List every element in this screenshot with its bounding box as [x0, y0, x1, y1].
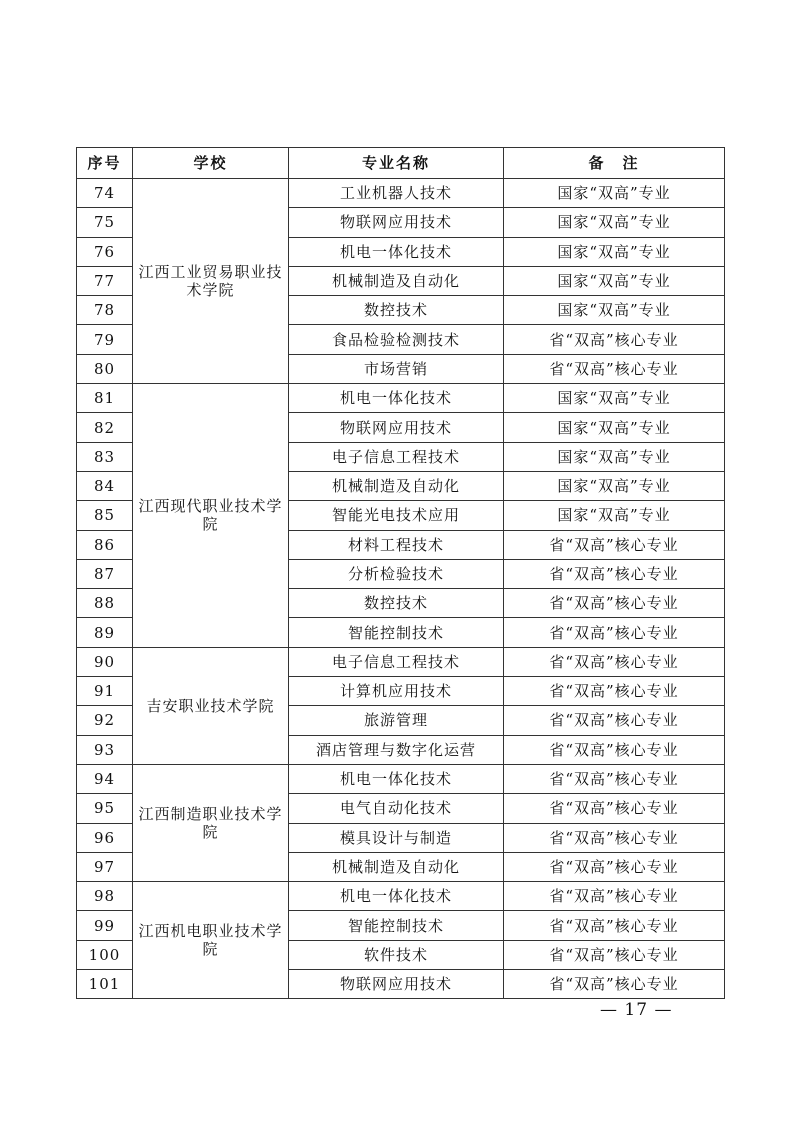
seq-cell: 101 — [77, 970, 133, 999]
note-cell: 国家“双高”专业 — [504, 471, 725, 500]
seq-cell: 96 — [77, 823, 133, 852]
note-cell: 省“双高”核心专业 — [504, 677, 725, 706]
note-cell: 国家“双高”专业 — [504, 237, 725, 266]
seq-cell: 81 — [77, 384, 133, 413]
header-note: 备 注 — [504, 148, 725, 179]
major-cell: 分析检验技术 — [289, 559, 504, 588]
major-cell: 数控技术 — [289, 589, 504, 618]
major-cell: 智能控制技术 — [289, 618, 504, 647]
seq-cell: 100 — [77, 940, 133, 969]
note-cell: 省“双高”核心专业 — [504, 618, 725, 647]
seq-cell: 99 — [77, 911, 133, 940]
major-cell: 机电一体化技术 — [289, 384, 504, 413]
major-cell: 机械制造及自动化 — [289, 852, 504, 881]
note-cell: 省“双高”核心专业 — [504, 735, 725, 764]
seq-cell: 80 — [77, 354, 133, 383]
seq-cell: 74 — [77, 179, 133, 208]
seq-cell: 90 — [77, 647, 133, 676]
seq-cell: 95 — [77, 794, 133, 823]
major-cell: 酒店管理与数字化运营 — [289, 735, 504, 764]
note-cell: 省“双高”核心专业 — [504, 940, 725, 969]
note-cell: 省“双高”核心专业 — [504, 589, 725, 618]
major-cell: 数控技术 — [289, 296, 504, 325]
table-row — [77, 882, 725, 911]
seq-cell: 78 — [77, 296, 133, 325]
seq-cell: 82 — [77, 413, 133, 442]
seq-cell: 88 — [77, 589, 133, 618]
major-cell: 物联网应用技术 — [289, 970, 504, 999]
note-cell: 省“双高”核心专业 — [504, 794, 725, 823]
major-cell: 机械制造及自动化 — [289, 266, 504, 295]
major-cell: 工业机器人技术 — [289, 179, 504, 208]
major-cell: 智能控制技术 — [289, 911, 504, 940]
seq-cell: 91 — [77, 677, 133, 706]
note-cell: 国家“双高”专业 — [504, 501, 725, 530]
note-cell: 省“双高”核心专业 — [504, 354, 725, 383]
major-cell: 材料工程技术 — [289, 530, 504, 559]
page-number: — 17 — — [600, 1000, 673, 1020]
major-cell: 市场营销 — [289, 354, 504, 383]
header-row — [77, 148, 725, 179]
note-cell: 省“双高”核心专业 — [504, 559, 725, 588]
note-cell: 省“双高”核心专业 — [504, 970, 725, 999]
seq-cell: 86 — [77, 530, 133, 559]
note-cell: 国家“双高”专业 — [504, 296, 725, 325]
school-cell: 江西制造职业技术学院 — [133, 764, 289, 881]
major-cell: 旅游管理 — [289, 706, 504, 735]
seq-cell: 85 — [77, 501, 133, 530]
major-cell: 机电一体化技术 — [289, 764, 504, 793]
seq-cell: 93 — [77, 735, 133, 764]
major-cell: 智能光电技术应用 — [289, 501, 504, 530]
school-cell: 吉安职业技术学院 — [133, 647, 289, 764]
note-cell: 国家“双高”专业 — [504, 208, 725, 237]
seq-cell: 76 — [77, 237, 133, 266]
major-cell: 计算机应用技术 — [289, 677, 504, 706]
note-cell: 省“双高”核心专业 — [504, 852, 725, 881]
seq-cell: 75 — [77, 208, 133, 237]
seq-cell: 77 — [77, 266, 133, 295]
major-cell: 机电一体化技术 — [289, 882, 504, 911]
note-cell: 国家“双高”专业 — [504, 266, 725, 295]
note-cell: 省“双高”核心专业 — [504, 911, 725, 940]
major-cell: 电子信息工程技术 — [289, 442, 504, 471]
table-row — [77, 647, 725, 676]
major-cell: 机电一体化技术 — [289, 237, 504, 266]
header-seq: 序号 — [77, 148, 133, 179]
seq-cell: 98 — [77, 882, 133, 911]
note-cell: 省“双高”核心专业 — [504, 647, 725, 676]
major-cell: 电子信息工程技术 — [289, 647, 504, 676]
note-cell: 省“双高”核心专业 — [504, 325, 725, 354]
school-cell: 江西工业贸易职业技术学院 — [133, 179, 289, 384]
seq-cell: 89 — [77, 618, 133, 647]
note-cell: 国家“双高”专业 — [504, 384, 725, 413]
major-cell: 机械制造及自动化 — [289, 471, 504, 500]
note-cell: 省“双高”核心专业 — [504, 764, 725, 793]
major-cell: 物联网应用技术 — [289, 208, 504, 237]
seq-cell: 87 — [77, 559, 133, 588]
table-row — [77, 764, 725, 793]
seq-cell: 84 — [77, 471, 133, 500]
table-body — [77, 179, 725, 999]
school-cell: 江西机电职业技术学院 — [133, 882, 289, 999]
major-cell: 物联网应用技术 — [289, 413, 504, 442]
note-cell: 国家“双高”专业 — [504, 442, 725, 471]
header-school: 学校 — [133, 148, 289, 179]
seq-cell: 79 — [77, 325, 133, 354]
note-cell: 省“双高”核心专业 — [504, 823, 725, 852]
note-cell: 省“双高”核心专业 — [504, 706, 725, 735]
major-cell: 食品检验检测技术 — [289, 325, 504, 354]
note-cell: 省“双高”核心专业 — [504, 882, 725, 911]
school-cell: 江西现代职业技术学院 — [133, 384, 289, 648]
table-row — [77, 179, 725, 208]
table-row — [77, 384, 725, 413]
major-cell: 电气自动化技术 — [289, 794, 504, 823]
header-major: 专业名称 — [289, 148, 504, 179]
majors-table — [76, 147, 725, 999]
note-cell: 国家“双高”专业 — [504, 179, 725, 208]
note-cell: 省“双高”核心专业 — [504, 530, 725, 559]
major-cell: 软件技术 — [289, 940, 504, 969]
major-cell: 模具设计与制造 — [289, 823, 504, 852]
seq-cell: 97 — [77, 852, 133, 881]
seq-cell: 92 — [77, 706, 133, 735]
note-cell: 国家“双高”专业 — [504, 413, 725, 442]
seq-cell: 83 — [77, 442, 133, 471]
seq-cell: 94 — [77, 764, 133, 793]
